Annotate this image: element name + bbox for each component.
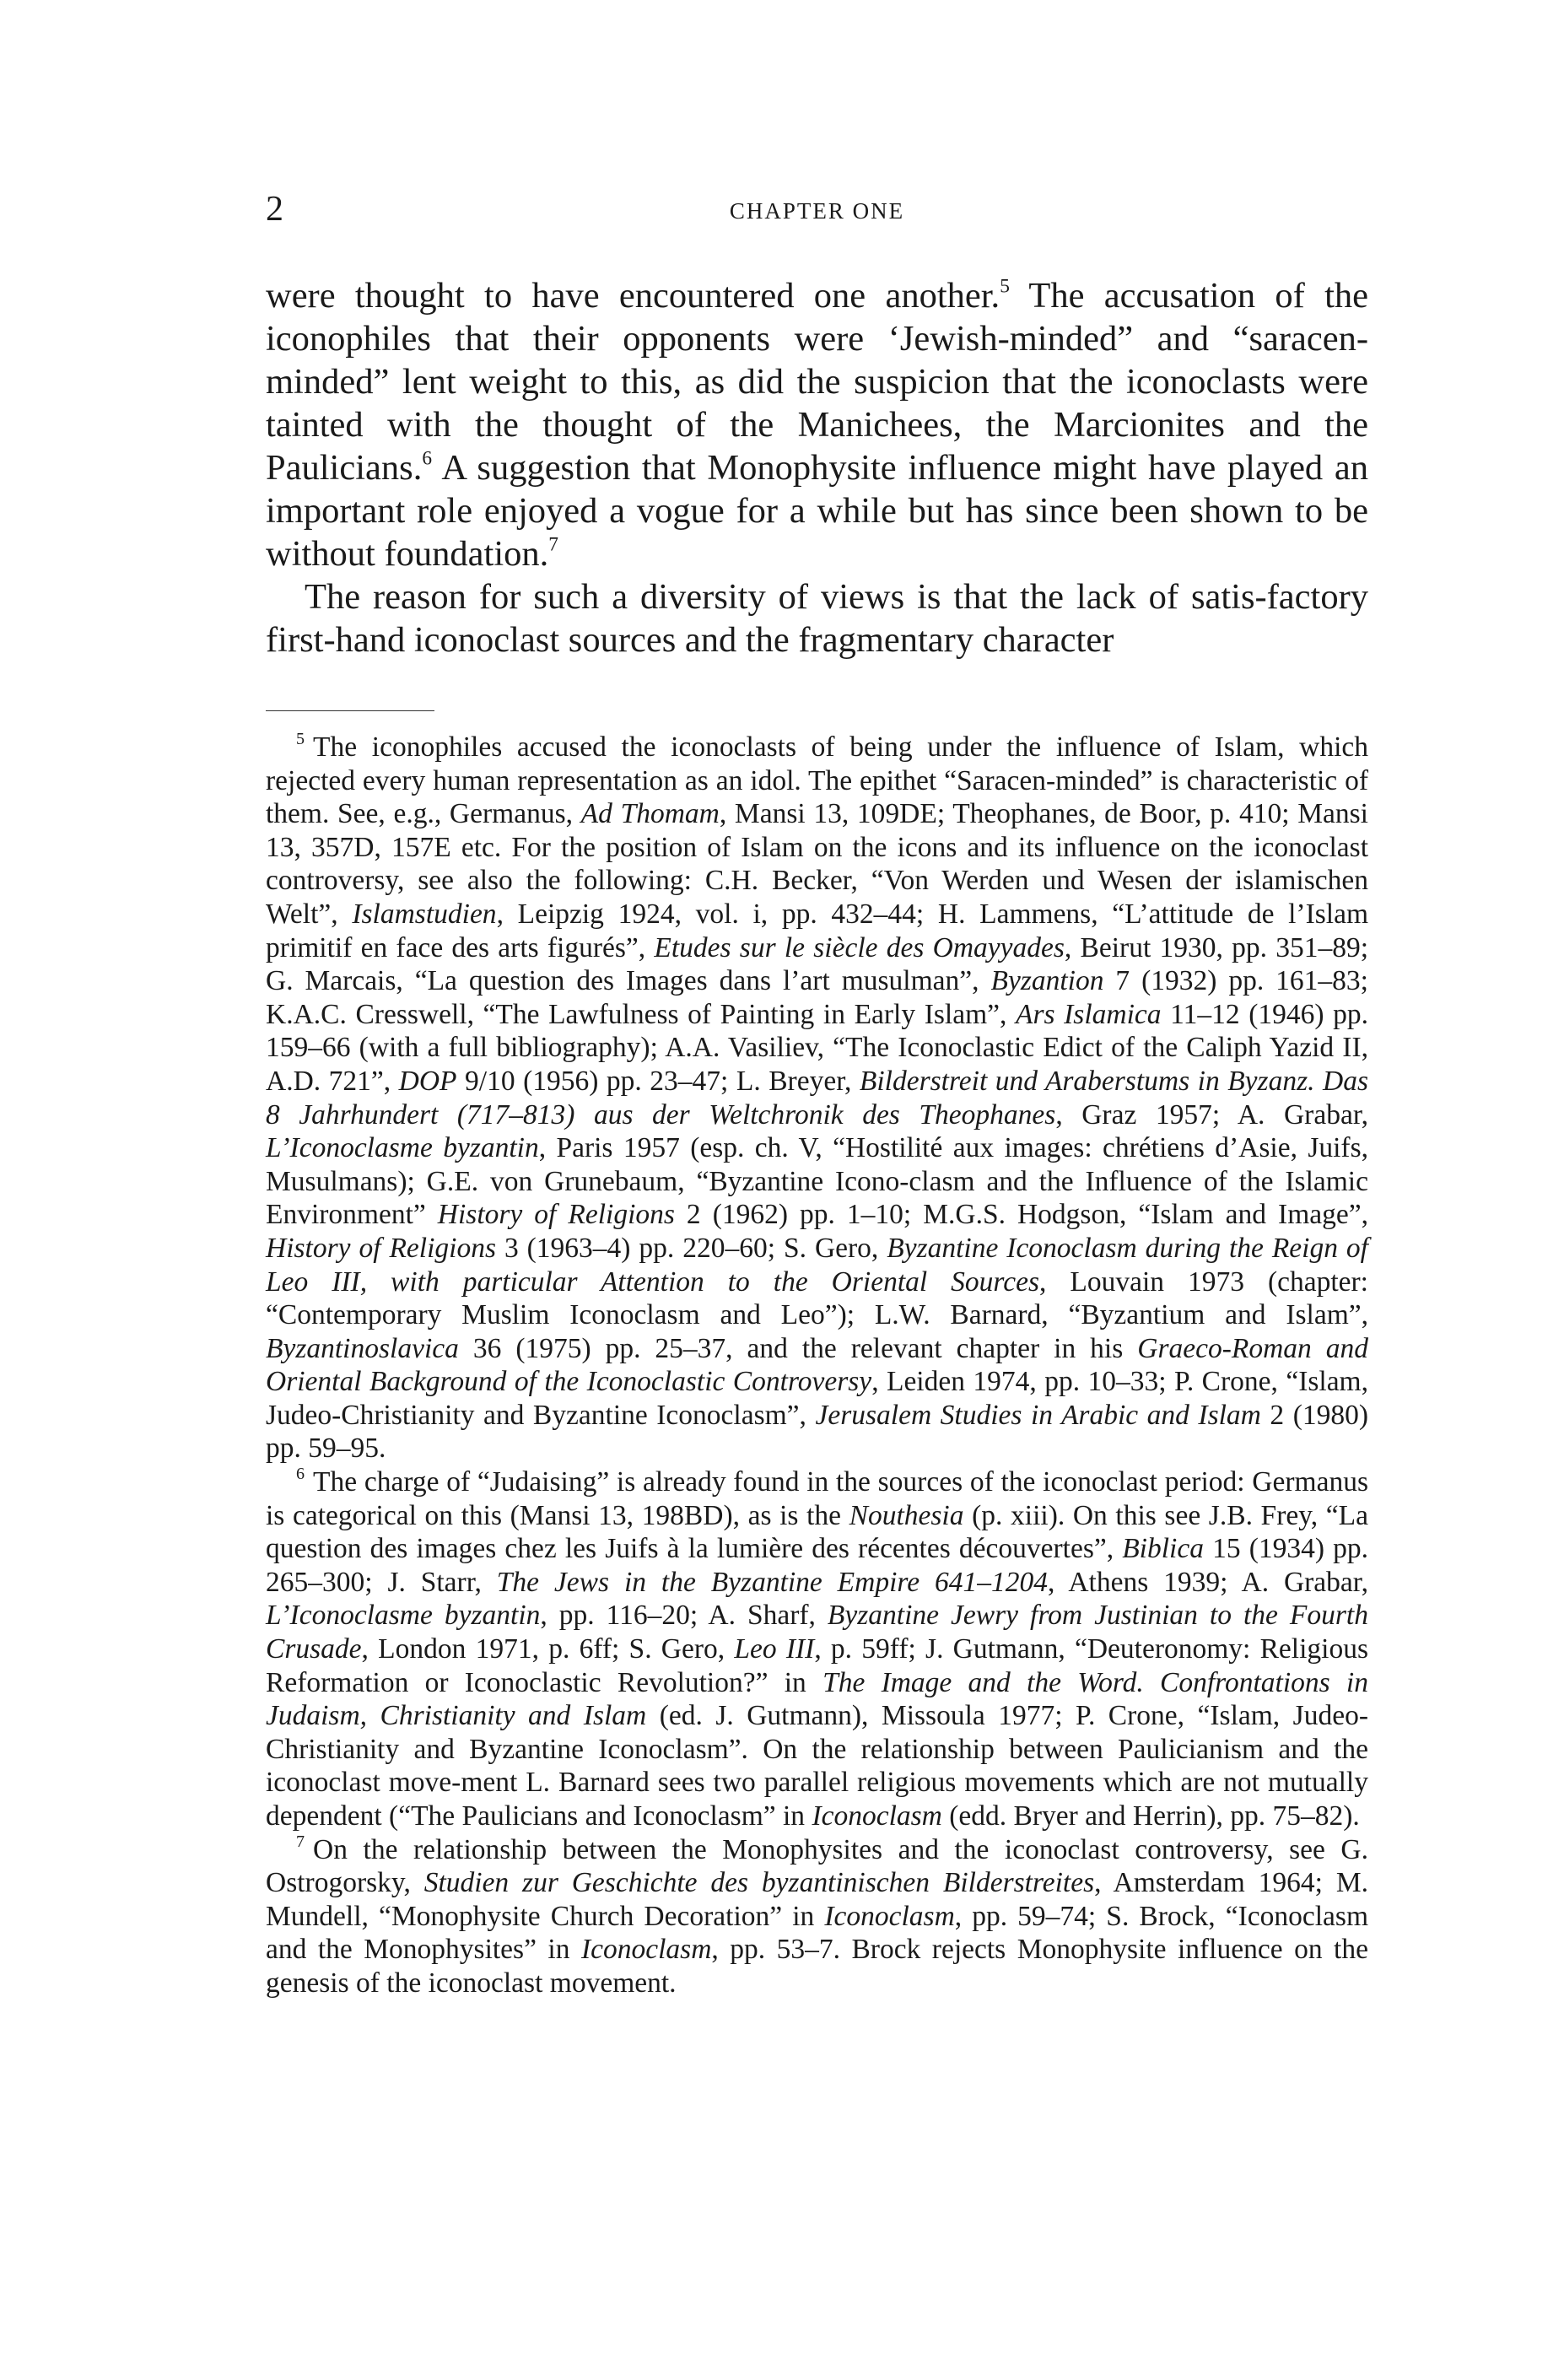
footnote-title: Iconoclasm	[812, 1800, 942, 1832]
p1-text-a: were thought to have encountered one another.	[266, 276, 1000, 316]
footnote-title: Leo III	[734, 1633, 815, 1665]
footnote-title: L’Iconoclasme byzantin	[266, 1132, 539, 1164]
footnote-text: , London 1971, p. 6ff; S. Gero,	[361, 1633, 735, 1665]
footnote-text: , Beirut 1930, pp. 351–89; G. Marcais, “La question des Images dans l’art musulman”,	[266, 931, 1369, 997]
footnotes	[266, 731, 1368, 2000]
footnote-text: 11–12 (1946) pp. 159–66 (with a full bibliography); A.A. Vasiliev, “The Iconoclastic Edict of the Caliph Yazid II, A.D. 721”,	[266, 998, 1368, 1097]
footnote-text: , pp. 53–7. Brock rejects Monophysite influence on the genesis of the iconoclast movement.	[266, 1934, 1368, 1999]
footnote-number: 7	[296, 1832, 305, 1851]
footnote-text: , Amsterdam 1964; M. Mundell, “Monophysite Church Decoration” in	[266, 1867, 1368, 1932]
footnote-text: , Louvain 1973 (chapter: “Contemporary Muslim Iconoclasm and Leo”); L.W. Barnard, “Byzantium and Islam”,	[266, 1266, 1368, 1331]
paragraph-2: The reason for such a diversity of views is that the lack of satis-factory first-hand iconoclast sources and the fragmentary character	[266, 577, 1368, 660]
footnote-ref-5: 5	[1000, 275, 1010, 298]
footnote-title: Byzantine Jewry from Justinian to the Fourth Crusade	[266, 1600, 1368, 1665]
footnote-title: Ars Islamica	[1015, 998, 1162, 1030]
footnote-text: 3 (1963–4) pp. 220–60; S. Gero,	[496, 1232, 887, 1264]
footnote-text: 2 (1962) pp. 1–10; M.G.S. Hodgson, “Islam and Image”,	[674, 1199, 1368, 1231]
footnote-text: The charge of “Judaising” is already found in the sources of the iconoclast period: Germanus is categorical on this (Mansi 13, 198BD), as is the	[266, 1466, 1368, 1531]
main-text	[266, 274, 1368, 661]
footnote-text: The iconophiles accused the iconoclasts of being under the influence of Islam, which rejected every human representation as an idol. The epithet “Saracen-minded” is characteristic of them. See, e.g., Germanus,	[266, 731, 1368, 830]
footnote-title: Etudes sur le siècle des Omayyades	[654, 931, 1065, 963]
footnote-text: , p. 59ff; J. Gutmann, “Deuteronomy: Religious Reformation or Iconoclastic Revolution?” in	[266, 1633, 1368, 1698]
footnote-title: Byzantion	[990, 965, 1104, 997]
footnote-title: Graeco-Roman and Oriental Background of the Iconoclastic Controversy	[266, 1332, 1368, 1398]
footnote-title: Studien zur Geschichte des byzantinischen Bilderstreites	[423, 1867, 1095, 1899]
footnote-title: History of Religions	[437, 1199, 675, 1231]
footnote-number: 5	[296, 729, 305, 748]
footnote-text: On the relationship between the Monophysites and the iconoclast controversy, see G. Ostrogorsky,	[266, 1833, 1368, 1899]
footnote-text: 9/10 (1956) pp. 23–47; L. Breyer,	[456, 1065, 860, 1097]
footnote-ref-7: 7	[548, 533, 558, 556]
footnote-title: Jerusalem Studies in Arabic and Islam	[815, 1399, 1261, 1431]
footnote-text: 36 (1975) pp. 25–37, and the relevant chapter in his	[458, 1332, 1138, 1364]
running-head	[266, 187, 1368, 238]
footnote-text: , Graz 1957; A. Grabar,	[1055, 1098, 1369, 1131]
footnote-title: Byzantine Iconoclasm during the Reign of Leo III, with particular Attention to the Oriental Sources	[266, 1232, 1368, 1298]
paragraph-1	[266, 274, 1368, 575]
footnote-text: , Leiden 1974, pp. 10–33; P. Crone, “Islam, Judeo-Christianity and Byzantine Iconoclasm”,	[266, 1366, 1368, 1431]
footnote-7	[266, 1833, 1368, 2000]
footnote-title: Byzantinoslavica	[266, 1332, 459, 1364]
footnote-title: DOP	[398, 1065, 457, 1097]
footnote-text: , Mansi 13, 109DE; Theophanes, de Boor, p. 410; Mansi 13, 357D, 157E etc. For the position of Islam on the icons and its influence on the iconoclast controversy, see also the following: C.H. Becker, “Von Werden und Wesen der islamischen Welt”,	[266, 798, 1368, 930]
p1-text-b: The accusation of the iconophiles that their opponents were ‘Jewish-minded” and “saracen-minded” lent weight to this, as did the suspicion that the iconoclasts were tainted with the thought of the Manichees, the Marcionites and the Paulicians.	[266, 276, 1369, 488]
footnote-title: Bilderstreit und Araberstums in Byzanz. Das 8 Jahrhundert (717–813) aus der Weltchronik des Theophanes	[266, 1065, 1368, 1131]
footnote-title: L’Iconoclasme byzantin	[266, 1600, 541, 1632]
footnote-text: , pp. 59–74; S. Brock, “Iconoclasm and the Monophysites” in	[266, 1900, 1368, 1966]
footnote-title: The Image and the Word. Confrontations in Judaism, Christianity and Islam	[266, 1666, 1368, 1732]
footnote-6	[266, 1465, 1368, 1833]
footnote-title: Iconoclasm	[824, 1900, 955, 1932]
page-number: 2	[266, 190, 283, 229]
footnote-text: , Athens 1939; A. Grabar,	[1047, 1566, 1368, 1598]
footnote-title: Islamstudien	[352, 898, 497, 930]
footnote-title: Nouthesia	[849, 1499, 964, 1531]
footnote-text: (edd. Bryer and Herrin), pp. 75–82).	[941, 1800, 1360, 1832]
footnote-title: Biblica	[1122, 1533, 1204, 1565]
footnote-text: 2 (1980) pp. 59–95.	[266, 1399, 1369, 1465]
footnote-text: , pp. 116–20; A. Sharf,	[540, 1600, 828, 1632]
footnote-text: 7 (1932) pp. 161–83; K.A.C. Cresswell, “The Lawfulness of Painting in Early Islam”,	[266, 965, 1368, 1030]
footnote-title: Iconoclasm	[580, 1934, 712, 1966]
footnote-5	[266, 731, 1368, 1465]
footnote-title: History of Religions	[266, 1232, 496, 1264]
footnote-text: , Leipzig 1924, vol. i, pp. 432–44; H. Lammens, “L’attitude de l’Islam primitif en face des arts figurés”,	[266, 898, 1368, 963]
footnote-text: , Paris 1957 (esp. ch. V, “Hostilité aux images: chrétiens d’Asie, Juifs, Musulmans); G.E. von Grunebaum, “Byzantine Icono-clasm and the Influence of the Islamic Environment”	[266, 1132, 1368, 1231]
footnote-text: 15 (1934) pp. 265–300; J. Starr,	[266, 1533, 1369, 1598]
chapter-title: CHAPTER ONE	[729, 198, 905, 224]
footnote-text: (ed. J. Gutmann), Missoula 1977; P. Crone, “Islam, Judeo-Christianity and Byzantine Iconoclasm”. On the relationship between Paulicianism and the iconoclast move-ment L. Barnard sees two parallel religious movements which are not mutually dependent (“The Paulicians and Iconoclasm” in	[266, 1700, 1368, 1832]
footnote-number: 6	[296, 1465, 305, 1483]
footnote-title: Ad Thomam	[580, 798, 720, 830]
footnote-divider	[266, 710, 434, 711]
p1-text-c: A suggestion that Monophysite influence might have played an important role enjoyed a vogue for a while but has since been shown to be without foundation.	[266, 448, 1368, 574]
footnote-text: (p. xiii). On this see J.B. Frey, “La question des images chez les Juifs à la lumière des récentes découvertes”,	[266, 1499, 1368, 1565]
footnote-ref-6: 6	[422, 447, 433, 470]
footnote-title: The Jews in the Byzantine Empire 641–1204	[496, 1566, 1048, 1598]
